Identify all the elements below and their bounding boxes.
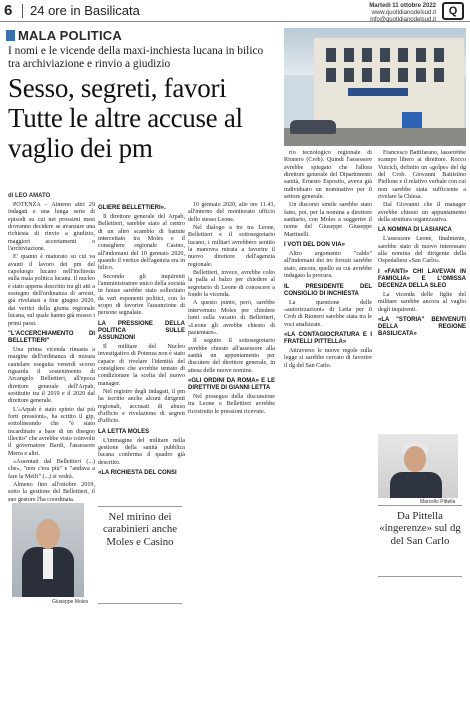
section-heading: GLIERE BELLETTIERI». [98, 205, 166, 211]
body-paragraph: Il direttore generale del Arpab, Bellettieri, sarebbe stato al centro di un altro scambio di battute intercettato tra Moles e il consigliere regionale Casino, all'indomani del 10 gennaio 2020, quando il vertice dell'agenzia era in bilico. [98, 214, 185, 272]
body-paragraph: Una prima vicenda rimasta a margine dell'ordinanza di misura cautelare eseguita venerdì scorso riguarda il sostenimento di Arcangelo Bellettieri, all'epoca direttore generale dell'Arpab, sostituito tra il 2019 e il 2020 dal direttore generale. [8, 346, 95, 405]
body-paragraph: rio tecnologico regionale di Rionero (Crob). Quindi l'assessore avrebbe spiegato che l'allora direttore generale del Dipartimento sanità, Ernesto Esposito, aveva già individuato un nominativo per il settore generale. [284, 150, 372, 201]
photo-window [380, 68, 390, 82]
pull-quote: Nel mirino dei carabinieri anche Moles e Casino [98, 506, 182, 604]
section-heading: LA NOMINA DI LASIANCA [378, 227, 452, 234]
newspaper-logo: Q [442, 2, 464, 20]
section-heading: «GLI ORDINI DA ROMA» E LE DIRETTIVE DI GIANNI LETTA [188, 377, 275, 391]
body-paragraph: Il militare del Nucleo investigativo di Potenza non è stato capace di rivelare l'identità del consigliere che avrebbe tentato di condizionare la scelta del nuovo manager. [98, 343, 185, 387]
body-paragraph: Bellettieri, invece, avrebbe colto la palla al balzo per chiedere al segretario di Leone di conoscere a fondo la vicenda. [188, 270, 275, 299]
page-header [0, 0, 470, 22]
photo-blue-panel [402, 112, 422, 128]
column-5 [378, 150, 466, 706]
body-paragraph: La vicenda delle figlie del militare sarebbe ancora al vaglio degli inquirenti. [378, 291, 466, 313]
dateline [369, 3, 436, 24]
byline: di LEO AMATO [8, 193, 51, 199]
section-heading: I VOTI DEL DON VIA» [284, 242, 345, 249]
body-paragraph: Un discorso simile sarebbe stato fatto, poi, per la nomina a direttore sanitario, con Moles a suggerire il nome del Giuseppe Giuseppe Martinelli. [284, 202, 372, 238]
body-paragraph: Attraverso le nuove regole sulla legge si sarebbe cercato di favorire il dg del San Carlo. [284, 347, 372, 369]
police-building-photo [284, 28, 466, 146]
photo-window [344, 48, 354, 62]
body-paragraph: Almeno fino all'ottobre 2019, sotto la gestione del Bellettieri, il suo gestore l'ha coordinata. [8, 482, 95, 503]
column-1 [8, 202, 95, 706]
photo-window [362, 68, 372, 82]
photo-window [416, 68, 426, 82]
body-paragraph: A questo punto, però, sarebbe intervenuto Moles per chiedere lumi sulla vacatio di Bellettieri, «Leone gli avrebbe chiesto di pazientare». [188, 300, 275, 336]
page-number: 6 [4, 2, 13, 19]
body-paragraph: Nel registro degli indagati, il pm ha iscritto anche alcuni dirigenti regionali, accusati di abuso d'ufficio e rivelazione di segreti d'ufficio. [98, 388, 185, 425]
portrait-shirt [43, 549, 53, 579]
kicker-marker [6, 30, 15, 41]
section-heading: I «FANTI» CHI LAVEVAN IN FAMIGLIA» E L'OMISSA DECENZA DELLA SLEO [378, 268, 466, 289]
photo-window [416, 48, 426, 62]
body-paragraph: Altro argomento "caldo" all'indomani dei tre forzati sarebbe stato, ancora, quello su cui avrebbe indagato la procura. [284, 251, 372, 280]
pittella-caption: Marcello Pittella [420, 499, 456, 505]
photo-window [326, 68, 336, 82]
body-paragraph: E' quanto è maturato su cui va avanti il lavoro dei pm del capoluogo lucano nell'inchiesta sulla mala politica lucana. Il nucleo è stato appena descritto tra gli atti a sostegno dell'ordinanza di arresti, già rivelatasi a fine giugno 2020, dai vertici della giunta regionale lucana, sul quale hanno già mosso i primi passi. [8, 254, 95, 327]
photo-window [362, 48, 372, 62]
body-paragraph: «Assentati dal Bellettieri (...) che», "non c'era più" e "andava a fare la Melfi" (...) si vedrà. [8, 459, 95, 480]
portrait-head [36, 519, 60, 549]
body-paragraph: L'immagine del militare nella gestione della sanità pubblica lucana conferma il quadro già descritto. [98, 437, 185, 466]
section-heading: IL PRESIDENTE DEL CONSIGLIO DI INCHIESTA [284, 283, 372, 297]
body-paragraph: L'«Arpab è stato spinto dai più forti pressioni», ha scritto il gip, sottolineando che "è stato incardinato a base di un disegno illecito" che avrebbe visto coinvolti il governatore Bardi, l'assessore Merra e altri. [8, 406, 95, 457]
section-title: 24 ore in Basilicata [30, 3, 140, 18]
moles-portrait [12, 503, 84, 597]
body-paragraph: Nel proseguo della discussione tra Leone e Bellettieri avrebbe ricostruito le pressioni ricevute. [188, 393, 275, 415]
body-paragraph: Francesco Battifarano, lasserebbe scampo libero ai direttore. Rocco Vuicich, definito un «golpe» del dg del Crob. Giovanni Battistino Piellone e il relativo verbale con cui non sarebbe stata sufficiente a rivelare la Chiesa. [378, 150, 466, 201]
photo-window [434, 68, 444, 82]
subheadline: I nomi e le vicende della maxi-inchiesta lucana in bilico tra archiviazione e rinvio a giudizio [8, 45, 264, 70]
website[interactable]: www.quotidianodelsud.it [371, 10, 436, 16]
body-paragraph: Dal Giovanni che il manager avrebbe chiesto un appuntamento della struttura organizzativa. [378, 202, 466, 224]
column-3 [188, 202, 275, 706]
headline: Sesso, segreti, favori Tutte le altre accuse al vaglio dei pm [8, 73, 243, 163]
column-4 [284, 150, 372, 706]
section-heading: LA PRESSIONE DELLA POLITICA SULLE ASSUNZIONI [98, 320, 185, 341]
photo-car [290, 120, 336, 134]
body-paragraph: L'assessore Leone, finalmente, sarebbe stato di nuovo interessato alla nomina del dirigente della Ospedaliera «San Carlo». [378, 236, 466, 265]
email[interactable]: info@quotidianodelsud.it [370, 17, 436, 23]
photo-window [398, 68, 408, 82]
section-heading: "L'ACCERCHIAMENTO DI BELLETTIERI" [8, 330, 95, 344]
section-heading: «LA CONTAGIOCRATURA E I FRATELLI PITTELLA» [284, 331, 372, 345]
body-paragraph: La questione delle «autorizzazioni» di Letta per il Crob di Rionero sarebbe stata tra le voci analizzate. [284, 299, 372, 328]
pittella-portrait [378, 434, 458, 498]
photo-window [326, 48, 336, 62]
photo-window [398, 48, 408, 62]
body-paragraph: Il seguito il sottosegretario avrebbe chiesto all'assessore alla sanità un appuntamento per discutere del direttore generale, in attesa delle nuove nomine. [188, 338, 275, 374]
issue-date: Martedì 11 ottobre 2022 [369, 3, 436, 9]
pull-quote: Da Pittella «ingerenze» sul dg del San Carlo [378, 505, 462, 577]
photo-sign [348, 88, 408, 96]
moles-caption: Giuseppe Moles [52, 599, 89, 605]
photo-window [344, 68, 354, 82]
body-paragraph: 10 gennaio 2020, alle ore 11.43, all'interno del monitorato ufficio dello stesso Leone. [188, 202, 275, 223]
portrait-head [404, 446, 426, 472]
body-paragraph: Secondo gli inquirenti l'amministratore unico della società in house sarebbe stato sollecitato da vari esponenti politici, con lo scopo di favorire l'assunzione di persone segnalate. [98, 273, 185, 317]
section-heading: LA LETTA MOLES [98, 428, 150, 435]
body-paragraph: Nel dialogo a tre tra Leone, Bellettieri e il sottosegretario lucano, i militari avrebbero sentito la manovra mirata a favorire il nuovo direttore dell'agenzia regionale. [188, 225, 275, 268]
column-2 [98, 202, 185, 706]
section-heading: «LA "STORIA" BENVENUTI DELLA REGIONE BASILICATA» [378, 316, 466, 337]
photo-window [380, 48, 390, 62]
kicker: MALA POLITICA [18, 28, 122, 43]
portrait-suit [390, 472, 442, 498]
photo-window [434, 48, 444, 62]
section-heading: «LA RICHIESTA DEL CONSI [98, 469, 177, 476]
header-divider [22, 4, 23, 18]
body-paragraph: POTENZA – Almeno altri 29 indagati e una lunga serie di episodi su cui nei prossimi mesi dovranno decidere se avanzare una richiesta di rinvio a giudizio, maggiori accertamenti o l'archiviazione. [8, 202, 95, 253]
